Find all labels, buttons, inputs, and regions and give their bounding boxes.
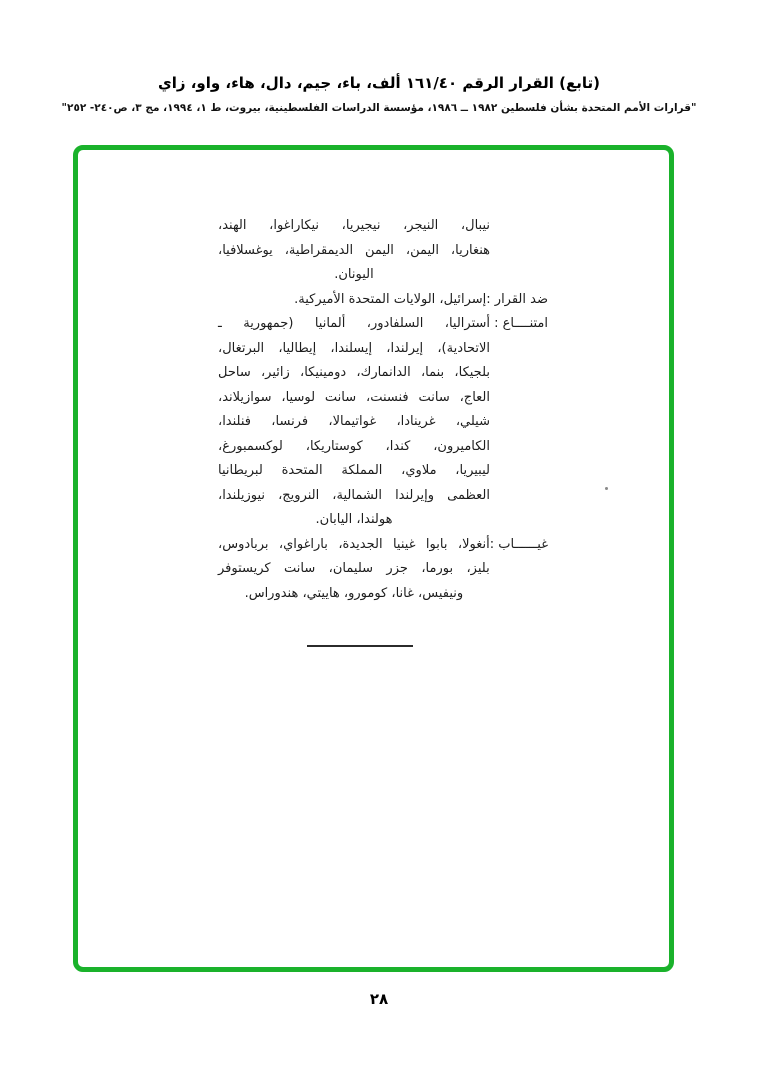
text-line: العظمى وإيرلندا الشمالية، النرويج، نيوزيلندا، (218, 487, 490, 503)
text-line: العاج، سانت فنسنت، سانت لوسيا، سوازيلاند، (218, 389, 490, 405)
entry-content (218, 214, 490, 288)
text-line: اليونان. (334, 267, 374, 282)
entry-label: غيــــــاب : (489, 536, 548, 552)
divider-rule (307, 645, 413, 647)
ink-speck (605, 487, 608, 490)
entry-label: امتنــــاع : (494, 316, 548, 331)
text-line: نيبال، النيجر، نيجيريا، نيكاراغوا، الهند، (218, 218, 490, 233)
text-line: ليبيريا، ملاوي، المملكة المتحدة لبريطانيا (218, 463, 490, 478)
document-entry (218, 288, 548, 313)
page-title: (تابع) القرار الرقم ١٦١/٤٠ ألف، باء، جيم، دال، هاء، واو، زاي (157, 74, 601, 92)
document-entry (218, 214, 548, 288)
entry-content (218, 312, 490, 533)
text-line: إسرائيل، الولايات المتحدة الأميركية. (294, 291, 487, 307)
entry-content (218, 288, 486, 313)
text-line: شيلي، غرينادا، غواتيمالا، فرنسا، فنلندا، (218, 414, 490, 429)
document-entry (218, 312, 548, 533)
text-line: أستراليا، السلفادور، ألمانيا (جمهورية ـ (218, 316, 490, 331)
text-line: بلجيكا، بنما، الدانمارك، دومينيكا، زائير، ساحل (218, 365, 490, 380)
entry-label: ضد القرار : (486, 291, 548, 307)
citation-line: "قرارات الأمم المتحدة بشأن فلسطين ١٩٨٢ ــ ١٩٨٦، مؤسسة الدراسات الفلسطينية، بيروت، ط ١، ١٩٩٤، مج ٣، ص٢٤٠- ٢٥٢" (61, 102, 697, 114)
document-entries (218, 214, 548, 606)
entry-content (218, 533, 490, 607)
document-entry (218, 533, 548, 607)
text-line: أنغولا، بابوا غينيا الجديدة، باراغواي، بربادوس، (218, 536, 490, 552)
text-line: بليز، بورما، جزر سليمان، سانت كريستوفر (218, 561, 490, 576)
text-line: ونيفيس، غانا، كومورو، هاييتي، هندوراس. (244, 585, 464, 601)
text-line: هنغاريا، اليمن، اليمن الديمقراطية، يوغسلافيا، (218, 242, 490, 258)
entry-label (490, 214, 548, 288)
text-line: هولندا، اليابان. (315, 512, 393, 527)
page-number: ٢٨ (369, 990, 389, 1008)
text-line: الاتحادية)، إيرلندا، إيسلندا، إيطاليا، البرتغال، (218, 340, 490, 356)
text-line: الكاميرون، كندا، كوستاريكا، لوكسمبورغ، (218, 438, 490, 454)
